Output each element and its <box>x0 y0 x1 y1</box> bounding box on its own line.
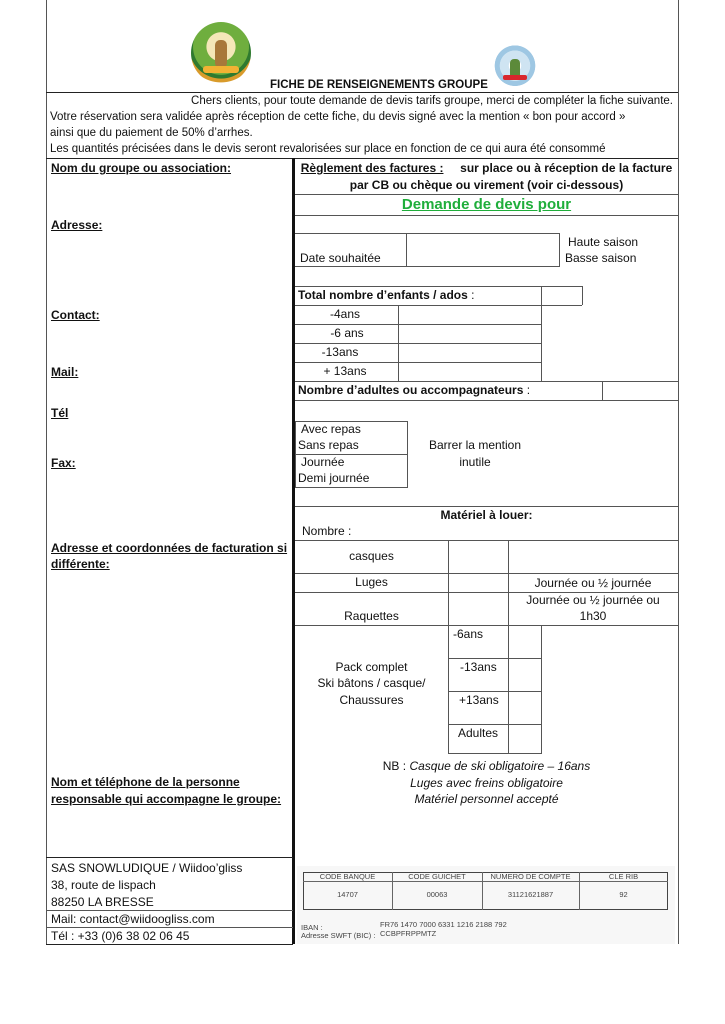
nb-line-2: Luges avec freins obligatoire <box>410 776 563 790</box>
logo-left <box>191 22 251 84</box>
snowshoes-label: Raquettes <box>344 609 399 623</box>
logo-banner <box>203 66 239 73</box>
rib-header-key: CLE RIB <box>608 872 639 881</box>
address-field[interactable] <box>48 234 290 304</box>
mail-field[interactable] <box>48 381 290 403</box>
nb-prefix: NB : <box>382 759 410 773</box>
children-total-label <box>298 287 474 303</box>
pack-input-under-6[interactable] <box>510 627 540 657</box>
equip-col-2 <box>508 540 509 753</box>
label-contact: Contact: <box>51 308 100 322</box>
equip-row-helmets-top <box>295 540 678 541</box>
helmets-label: casques <box>349 549 394 563</box>
date-bottom <box>295 266 560 267</box>
equipment-title: Matériel à louer: <box>440 508 533 522</box>
age-row-under-4: -4ans <box>329 307 361 321</box>
label-mail: Mail: <box>51 365 79 379</box>
age-input-under-6[interactable] <box>400 325 540 342</box>
label-tel: Tél <box>51 406 69 420</box>
adults-sep <box>602 381 603 400</box>
tel-field[interactable] <box>48 422 290 452</box>
label-address: Adresse: <box>51 218 103 232</box>
company-bottom <box>46 944 293 945</box>
label-responsible-1: Nom et téléphone de la personne <box>51 775 240 789</box>
label-billing-address-1: Adresse et coordonnées de facturation si <box>51 541 288 555</box>
date-label: Date souhaitée <box>300 251 381 265</box>
age-row-under-6: -6 ans <box>330 326 364 340</box>
contact-field[interactable] <box>48 324 290 362</box>
label-fax: Fax: <box>51 456 76 470</box>
payment-terms-label: Règlement des factures : <box>300 161 444 175</box>
rib-branch-code: 00063 <box>426 890 448 899</box>
intro-line-2: Votre réservation sera validée après réception de cette fiche, du devis signé avec la mention « bon pour accord » <box>50 111 626 123</box>
billing-address-field[interactable] <box>48 574 290 770</box>
rib-bank-code: 14707 <box>337 890 358 899</box>
company-mail: Mail: contact@wiidoogliss.com <box>51 912 215 926</box>
pack-label-3: Chaussures <box>339 693 404 707</box>
adults-text: Nombre d’adultes ou accompagnateurs <box>298 383 524 397</box>
pack-age-under-13: -13ans <box>460 660 497 674</box>
strike-note-1: Barrer la mention <box>428 438 522 452</box>
payment-terms-spacer <box>447 161 457 175</box>
intro-line-4: Les quantités précisées dans le devis seront revalorisées sur place en fonction de ce qui aura été consommé <box>50 143 606 155</box>
adults-colon: : <box>523 383 531 397</box>
children-total-colon: : <box>467 288 475 302</box>
date-sep <box>406 233 407 266</box>
pack-label-1: Pack complet <box>335 660 408 674</box>
logo-banner <box>503 75 527 80</box>
responsible-field[interactable] <box>48 808 290 856</box>
age-row-under-13: -13ans <box>321 345 359 359</box>
age-input-under-13[interactable] <box>400 344 540 361</box>
children-total-text: Total nombre d’enfants / ados <box>298 288 468 302</box>
quantity-label: Nombre : <box>302 524 352 538</box>
adults-input[interactable] <box>604 383 676 399</box>
low-season-option[interactable]: Basse saison <box>565 251 637 265</box>
adults-label <box>298 382 530 398</box>
label-responsible-2: responsable qui accompagne le groupe: <box>51 792 282 806</box>
snowshoes-duration-1[interactable]: Journée ou ½ journée ou <box>526 593 660 607</box>
date-top <box>295 233 560 234</box>
payment-divider <box>295 194 678 195</box>
date-right <box>559 233 560 266</box>
payment-terms-1 <box>295 160 678 176</box>
children-total-sep <box>541 286 542 381</box>
children-total-input[interactable] <box>543 288 581 304</box>
rib-header-bank-code: CODE BANQUE <box>319 872 376 881</box>
day-full-option[interactable]: Journée <box>301 455 345 469</box>
quote-title: Demande de devis pour <box>401 196 572 213</box>
iban-value: FR76 1470 7000 6331 1216 2188 792 <box>380 920 507 929</box>
rib-header-account-number: NUMERO DE COMPTE <box>490 872 571 881</box>
pack-col-right <box>541 625 542 753</box>
payment-terms-2: par CB ou chèque ou virement (voir ci-dessous) <box>349 178 624 192</box>
day-half-option[interactable]: Demi journée <box>298 471 370 485</box>
iban-label: IBAN : <box>301 923 323 932</box>
equip-row-pack-top <box>295 625 678 626</box>
date-input[interactable] <box>408 235 558 265</box>
nb-helmet-rule: Casque de ski obligatoire – 16ans <box>409 759 591 773</box>
intro-line-1: Chers clients, pour toute demande de devis tarifs groupe, merci de compléter la fiche suivante. <box>191 95 673 107</box>
payment-terms-detail: sur place ou à réception de la facture <box>460 161 673 175</box>
nb-line-1 <box>295 758 678 774</box>
fax-field[interactable] <box>48 472 290 538</box>
company-name: SAS SNOWLUDIQUE / Wiidoo’gliss <box>51 861 243 875</box>
bank-details <box>297 866 675 944</box>
high-season-option[interactable]: Haute saison <box>568 235 639 249</box>
pack-age-under-6: -6ans <box>453 627 484 641</box>
page-title: FICHE DE RENSEIGNEMENTS GROUPE <box>270 79 488 91</box>
snowshoes-duration-2[interactable]: 1h30 <box>579 609 607 623</box>
company-street: 38, route de lispach <box>51 878 156 892</box>
age-row-over-13: + 13ans <box>323 364 367 378</box>
pack-input-under-13[interactable] <box>510 660 540 690</box>
nb-line-3: Matériel personnel accepté <box>414 792 559 806</box>
snowshoes-input[interactable] <box>450 594 506 624</box>
intro-divider <box>46 158 678 159</box>
equip-col-1 <box>448 540 449 753</box>
adults-bottom <box>295 400 678 401</box>
sleds-input[interactable] <box>450 575 506 591</box>
company-divider <box>46 857 293 858</box>
page-border-right <box>678 0 679 944</box>
strike-note-2: inutile <box>459 455 491 469</box>
sleds-duration[interactable]: Journée ou ½ journée <box>534 576 652 590</box>
rib-key: 92 <box>619 890 628 899</box>
pack-label-2: Ski bâtons / casque/ <box>317 676 426 690</box>
bic-value: CCBPFRPPMTZ <box>380 929 437 938</box>
deer-mascot-icon <box>215 40 227 68</box>
rib-header-branch-code: CODE GUICHET <box>408 872 466 881</box>
pack-input-over-13[interactable] <box>510 693 540 723</box>
meal-with-option[interactable]: Avec repas <box>301 422 361 436</box>
pack-age-over-13: +13ans <box>459 693 499 707</box>
company-city: 88250 LA BRESSE <box>51 895 154 909</box>
age-input-under-4[interactable] <box>400 306 540 323</box>
label-billing-address-2: différente: <box>51 557 110 571</box>
meal-without-option[interactable]: Sans repas <box>298 438 359 452</box>
label-group-name: Nom du groupe ou association: <box>51 161 232 175</box>
pack-input-adults[interactable] <box>510 726 540 752</box>
age-input-over-13[interactable] <box>400 363 540 380</box>
logo-right <box>493 45 537 91</box>
helmets-input[interactable] <box>450 542 506 573</box>
group-name-field[interactable] <box>48 178 290 216</box>
quote-divider <box>295 215 678 216</box>
pack-bottom <box>448 753 542 754</box>
pack-age-adults: Adultes <box>458 726 499 740</box>
bic-label: Adresse SWFT (BIC) : <box>301 931 376 940</box>
company-tel: Tél : +33 (0)6 38 02 06 45 <box>51 929 190 943</box>
page-border-left <box>46 0 47 944</box>
children-total-right <box>582 286 583 305</box>
rib-account-number: 31121621887 <box>507 890 554 899</box>
sleds-label: Luges <box>355 575 388 589</box>
intro-line-3: ainsi que du paiement de 50% d’arrhes. <box>50 127 253 139</box>
